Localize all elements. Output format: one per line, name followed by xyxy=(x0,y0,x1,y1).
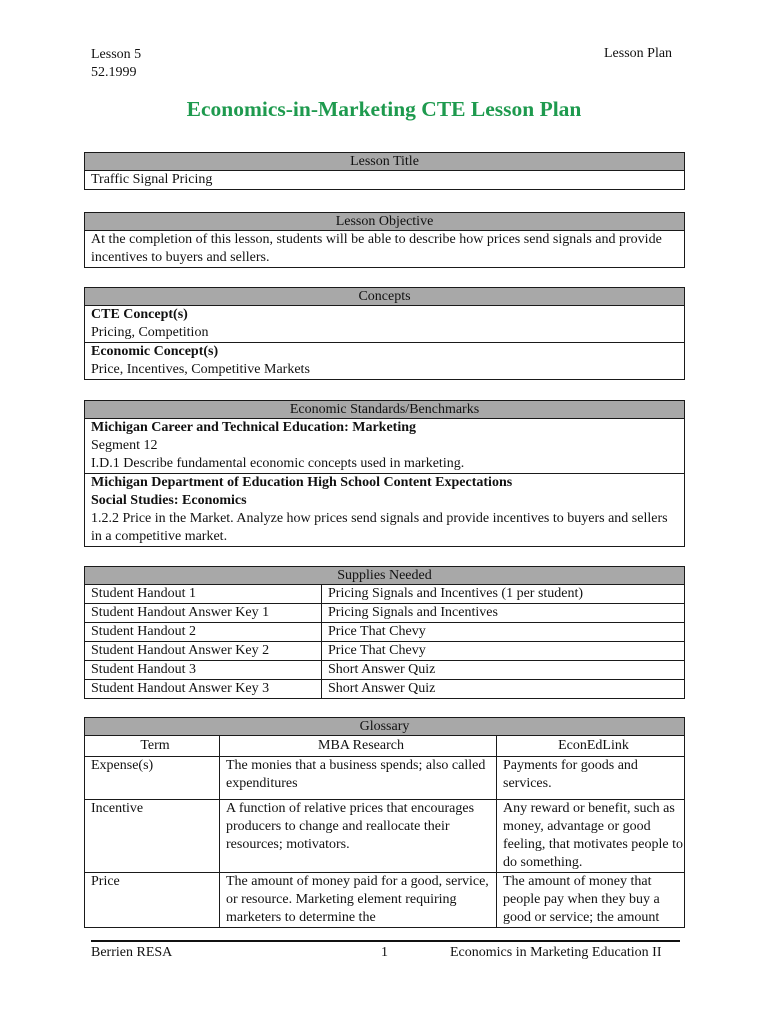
supply-description: Pricing Signals and Incentives (1 per student) xyxy=(322,585,685,604)
glossary-col-econ: EconEdLink xyxy=(497,736,685,757)
header-course-code: 52.1999 xyxy=(91,65,137,80)
supply-item: Student Handout Answer Key 1 xyxy=(85,604,322,623)
michigan-cte-label: Michigan Career and Technical Education: Marketing xyxy=(91,420,416,435)
lesson-title-table xyxy=(84,152,685,190)
objective-text: At the completion of this lesson, students will be able to describe how prices send signals and provide incentives to buyers and sellers. xyxy=(85,231,685,268)
supply-item: Student Handout 1 xyxy=(85,585,322,604)
glossary-econ-definition: The amount of money that people pay when they buy a good or service; the amount xyxy=(497,873,685,928)
standards-heading: Economic Standards/Benchmarks xyxy=(85,401,685,419)
segment-text: Segment 12 xyxy=(91,438,158,453)
footer-divider xyxy=(91,940,680,942)
footer-page-number: 1 xyxy=(381,945,388,960)
glossary-col-mba: MBA Research xyxy=(220,736,497,757)
mde-cell xyxy=(85,474,685,547)
glossary-term: Expense(s) xyxy=(85,757,220,800)
glossary-row xyxy=(85,800,685,873)
header-doc-type: Lesson Plan xyxy=(604,46,673,61)
glossary-col-term: Term xyxy=(85,736,220,757)
supply-description: Short Answer Quiz xyxy=(322,661,685,680)
footer-organization: Berrien RESA xyxy=(91,945,173,960)
glossary-row xyxy=(85,757,685,800)
supplies-table xyxy=(84,566,685,699)
glossary-mba-definition: A function of relative prices that encourages producers to change and reallocate their resources; motivators. xyxy=(220,800,497,873)
glossary-econ-definition: Payments for goods and services. xyxy=(497,757,685,800)
glossary-mba-definition: The amount of money paid for a good, service, or resource. Marketing element requiring marketers to determine the xyxy=(220,873,497,928)
standards-table xyxy=(84,400,685,547)
glossary-mba-definition: The monies that a business spends; also called expenditures xyxy=(220,757,497,800)
objective-heading: Lesson Objective xyxy=(85,213,685,231)
supplies-row xyxy=(85,680,685,699)
glossary-term: Price xyxy=(85,873,220,928)
mde-label: Michigan Department of Education High School Content Expectations xyxy=(91,475,513,490)
supply-description: Price That Chevy xyxy=(322,642,685,661)
social-studies-label: Social Studies: Economics xyxy=(91,493,247,508)
header-lesson-number: Lesson 5 xyxy=(91,47,142,62)
concepts-heading: Concepts xyxy=(85,288,685,306)
economic-concepts-label: Economic Concept(s) xyxy=(91,344,219,359)
supplies-heading: Supplies Needed xyxy=(85,567,685,585)
economic-concepts-cell xyxy=(85,343,685,380)
concepts-table xyxy=(84,287,685,380)
supply-item: Student Handout 3 xyxy=(85,661,322,680)
lesson-title-value: Traffic Signal Pricing xyxy=(85,171,685,190)
supply-item: Student Handout Answer Key 3 xyxy=(85,680,322,699)
cte-concepts-value: Pricing, Competition xyxy=(91,325,209,340)
supplies-row xyxy=(85,604,685,623)
glossary-term: Incentive xyxy=(85,800,220,873)
footer-course-name: Economics in Marketing Education II xyxy=(450,945,662,960)
header-lesson-block xyxy=(91,46,141,82)
document-title: Economics-in-Marketing CTE Lesson Plan xyxy=(186,97,582,121)
objective-table xyxy=(84,212,685,268)
lesson-title-heading: Lesson Title xyxy=(85,153,685,171)
supplies-row xyxy=(85,623,685,642)
supply-item: Student Handout Answer Key 2 xyxy=(85,642,322,661)
glossary-table xyxy=(84,717,685,928)
supplies-row xyxy=(85,661,685,680)
benchmark-122-text: 1.2.2 Price in the Market. Analyze how prices send signals and provide incentives to buyers and sellers in a competitive market. xyxy=(91,511,668,544)
id-benchmark-text: I.D.1 Describe fundamental economic concepts used in marketing. xyxy=(91,456,465,471)
glossary-heading: Glossary xyxy=(85,718,685,736)
glossary-econ-definition: Any reward or benefit, such as money, advantage or good feeling, that motivates people to do something. xyxy=(497,800,685,873)
cte-concepts-cell xyxy=(85,306,685,343)
michigan-cte-cell xyxy=(85,419,685,474)
supplies-row xyxy=(85,585,685,604)
economic-concepts-value: Price, Incentives, Competitive Markets xyxy=(91,362,310,377)
supplies-row xyxy=(85,642,685,661)
supply-description: Short Answer Quiz xyxy=(322,680,685,699)
supply-item: Student Handout 2 xyxy=(85,623,322,642)
glossary-row xyxy=(85,873,685,928)
supply-description: Pricing Signals and Incentives xyxy=(322,604,685,623)
cte-concepts-label: CTE Concept(s) xyxy=(91,307,188,322)
supply-description: Price That Chevy xyxy=(322,623,685,642)
